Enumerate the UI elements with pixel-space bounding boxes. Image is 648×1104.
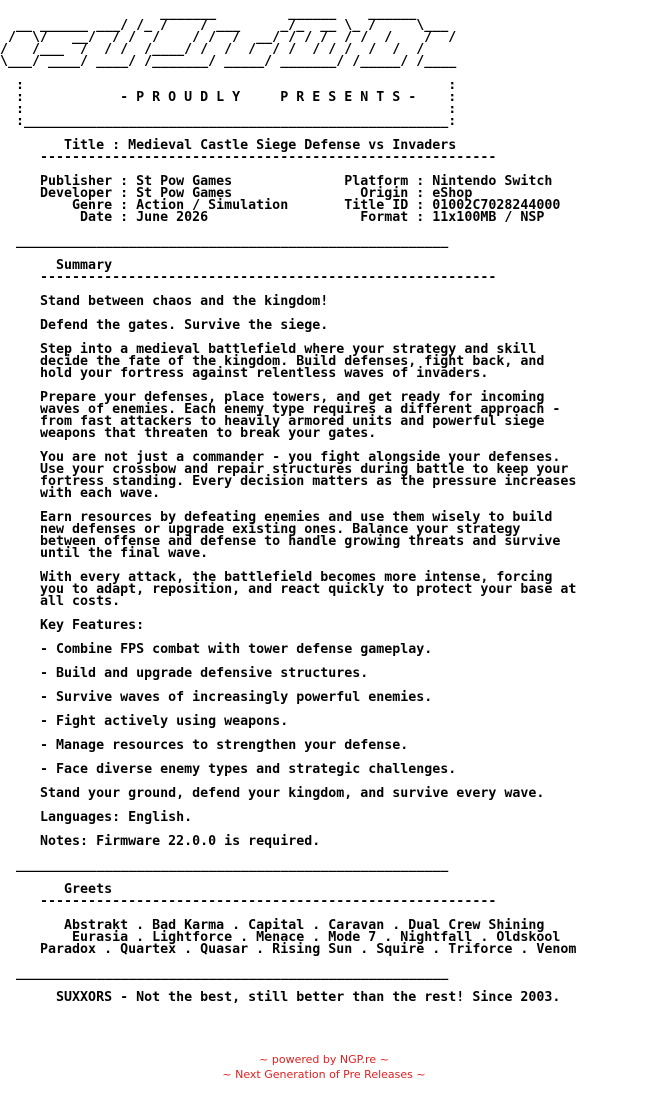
tagline-footer <box>0 1067 648 1082</box>
nfo-line: ______________________________________________________ <box>0 234 449 249</box>
nfo-line: you to adapt, reposition, and react quickly to protect your base at <box>0 582 577 597</box>
nfo-line: decide the fate of the kingdom. Build defenses, fight back, and <box>0 354 545 369</box>
nfo-line: Paradox . Quartex . Quasar . Rising Sun . Squire . Triforce . Venom <box>0 942 577 957</box>
nfo-line: __ ______ ___/ /_ / / ___ _/_ __ \_ / \___ <box>0 18 449 33</box>
nfo-line: new defenses or upgrade existing ones. Balance your strategy <box>0 522 521 537</box>
nfo-line: Date : June 2026 Format : 11x100MB / NSP <box>0 210 545 225</box>
nfo-line: weapons that threaten to break your gates. <box>0 426 377 441</box>
nfo-line: ______________________________________________________ <box>0 858 449 873</box>
tagline-text: ~ Next Generation of Pre Releases ~ <box>222 1068 426 1081</box>
nfo-line: Earn resources by defeating enemies and use them wisely to build <box>0 510 553 525</box>
nfo-line: - Manage resources to strengthen your defense. <box>0 738 409 753</box>
nfo-line: Languages: English. <box>0 810 193 825</box>
nfo-line: Developer : St Pow Games Origin : eShop <box>0 186 473 201</box>
nfo-line: Summary <box>0 258 113 273</box>
nfo-line: - Fight actively using weapons. <box>0 714 289 729</box>
nfo-line: until the final wave. <box>0 546 209 561</box>
nfo-line: Step into a medieval battlefield where your strategy and skill <box>0 342 537 357</box>
nfo-line: all costs. <box>0 594 121 609</box>
nfo-line: --------------------------------------------------------- <box>0 270 497 285</box>
nfo-line: hold your fortress against relentless waves of invaders. <box>0 366 489 381</box>
nfo-line: : : <box>0 102 457 117</box>
nfo-line: SUXXORS - Not the best, still better than the rest! Since 2003. <box>0 990 561 1005</box>
nfo-line: / /___ / / / /____/ / / / / / / / / / / / <box>0 42 425 57</box>
powered-by-text[interactable]: ~ powered by NGP.re ~ <box>259 1053 389 1066</box>
nfo-line: You are not just a commander - you fight alongside your defenses. <box>0 450 561 465</box>
nfo-line: Use your crossbow and repair structures during battle to keep your <box>0 462 569 477</box>
nfo-line: --------------------------------------------------------- <box>0 894 497 909</box>
nfo-line: : : <box>0 78 457 93</box>
nfo-line: between offense and defense to handle growing threats and survive <box>0 534 561 549</box>
nfo-line: Defend the gates. Survive the siege. <box>0 318 329 333</box>
nfo-line: / \/ __/ / / / / / / __/ / / / / / / / / <box>0 30 457 45</box>
nfo-text <box>0 8 576 1004</box>
nfo-line: Publisher : St Pow Games Platform : Nintendo Switch <box>0 174 553 189</box>
nfo-line: Notes: Firmware 22.0.0 is required. <box>0 834 321 849</box>
nfo-line: Prepare your defenses, place towers, and get ready for incoming <box>0 390 545 405</box>
nfo-line: Genre : Action / Simulation Title ID : 01002C7028244000 <box>0 198 561 213</box>
nfo-line: :_____________________________________________________: <box>0 114 457 129</box>
nfo-line: Stand between chaos and the kingdom! <box>0 294 329 309</box>
nfo-line: - Survive waves of increasingly powerful enemies. <box>0 690 433 705</box>
nfo-line: with each wave. <box>0 486 161 501</box>
nfo-line: from fast attackers to heavily armored units and powerful siege <box>0 414 545 429</box>
nfo-line: --------------------------------------------------------- <box>0 150 497 165</box>
nfo-line: - Combine FPS combat with tower defense gameplay. <box>0 642 433 657</box>
nfo-line: waves of enemies. Each enemy type requires a different approach - <box>0 402 561 417</box>
nfo-line: \___/ ____/ ____/ /_______/ _____/ _______/ /_____/ /____ <box>0 54 457 69</box>
nfo-line: Stand your ground, defend your kingdom, and survive every wave. <box>0 786 545 801</box>
nfo-line: Key Features: <box>0 618 145 633</box>
nfo-line: - Build and upgrade defensive structures. <box>0 666 369 681</box>
powered-by-footer[interactable] <box>0 1052 648 1067</box>
nfo-line: Abstrakt . Bad Karma . Capital . Caravan . Dual Crew Shining <box>0 918 545 933</box>
nfo-line: _______ ______ ______ <box>0 6 417 21</box>
nfo-line: Title : Medieval Castle Siege Defense vs Invaders <box>0 138 457 153</box>
nfo-line: With every attack, the battlefield becomes more intense, forcing <box>0 570 553 585</box>
nfo-line: - Face diverse enemy types and strategic challenges. <box>0 762 457 777</box>
nfo-line: Greets <box>0 882 113 897</box>
nfo-line: fortress standing. Every decision matters as the pressure increases <box>0 474 577 489</box>
nfo-line: Eurasia . Lightforce . Menace . Mode 7 . Nightfall . Oldskool <box>0 930 561 945</box>
nfo-line: : - P R O U D L Y P R E S E N T S - : <box>0 90 457 105</box>
nfo-line: ______________________________________________________ <box>0 966 449 981</box>
